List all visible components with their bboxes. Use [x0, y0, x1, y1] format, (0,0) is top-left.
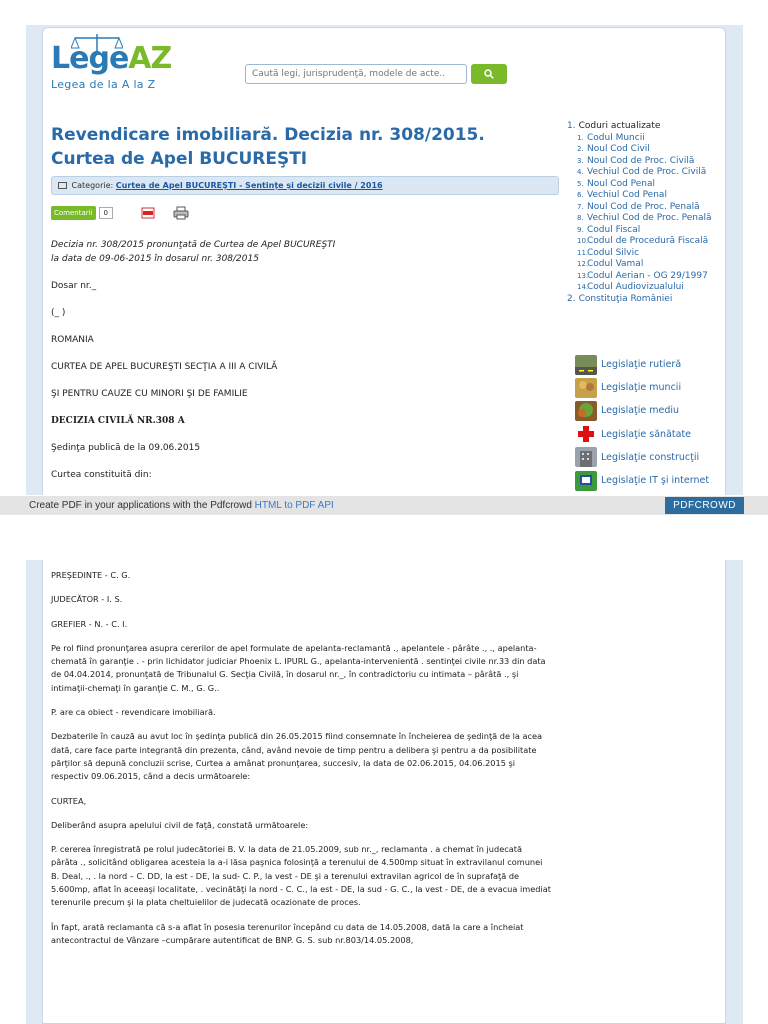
comments-count: 0 [99, 207, 113, 219]
sidebar-item[interactable]: 1. Codul Muncii [577, 132, 645, 143]
sidebar-code-list [577, 133, 737, 294]
court-subsection: ŞI PENTRU CAUZE CU MINORI ŞI DE FAMILIE [51, 389, 248, 399]
category-label: Categorie: [71, 181, 114, 190]
road-icon [575, 355, 597, 375]
session-date: Şedinţa publică de la 09.06.2015 [51, 443, 201, 453]
pdf-page-2 [26, 560, 743, 1024]
case-number: Dosar nr._ [51, 281, 97, 291]
search-input[interactable] [245, 64, 467, 84]
legislation-link[interactable]: Legislaţie construcţii [575, 446, 709, 469]
sidebar-item[interactable]: 14. Codul Audiovizualului [577, 282, 684, 292]
page-content [42, 27, 726, 495]
sidebar-item-constitutia[interactable]: 2. Constituţia României [567, 293, 673, 304]
sidebar-item[interactable]: 2. Noul Cod Civil [577, 144, 650, 154]
paragraph: În fapt, arată reclamanta că s-a aflat în posesia terenurilor începând cu data de 14.05.2008, dată la care a încheiat antecontractul de Vânzare –cumpărare autentificat de BNP. G. S. sub nr.803/14.05.2008, [51, 921, 524, 945]
legislation-link[interactable]: Legislaţie muncii [575, 376, 709, 399]
court-composition: Curtea constituită din: [51, 470, 152, 480]
site-logo[interactable] [51, 42, 171, 91]
page-content [42, 560, 726, 1024]
pdf-page-1 [26, 25, 743, 495]
document-body-continued [51, 569, 551, 958]
sidebar-item[interactable]: 4. Vechiul Cod de Proc. Civilă [577, 167, 707, 177]
president: PREŞEDINTE - C. G. [51, 570, 131, 580]
sidebar-heading: 1. Coduri actualizate [567, 121, 661, 131]
logo-az: AZ [128, 41, 172, 76]
search-button[interactable] [471, 64, 507, 84]
document-body [51, 238, 341, 495]
sidebar-codes [567, 121, 737, 305]
comments-button[interactable]: Comentarii [51, 206, 96, 220]
paragraph: Pe rol fiind pronunţarea asupra cererilor de apel formulate de apelanta-reclamantă ., apelantele - pârâte ., ., apelanta-chemată în garanţie . - prin lichidator judiciar Phoenix L. IPURL G., apelanta-intervenientă . sentinţei civile nr.33 din data de 04.04.2014, pronunţată de Tribunalul G. Secţia Civilă, în dosarul nr._, în contradictoriu cu intimata – pârâtă ., şi intimaţii-chemaţi în garanţie C. M., G. G.. [51, 642, 546, 693]
sidebar-item[interactable]: 13. Codul Aerian - OG 29/1997 [577, 270, 708, 281]
sidebar-item[interactable]: 11. Codul Silvic [577, 247, 640, 258]
paragraph: CURTEA, [51, 795, 87, 806]
category-bar [51, 176, 559, 195]
paragraph: P. cererea înregistrată pe rolul judecătoriei B. V. la data de 21.05.2009, sub nr._, reclamanta . a chemat în judecată pârâta ., solicitând obligarea acesteia la a-i lăsa paşnica folosinţă a terenului de 4.500mp situat în extravilanul comunei B. Deal, ., . la nord – C. DD, la est - DE, la sud- C. P., la vest - DE şi a terenului extravilan agricol de în suprafaţă de 5.600mp, aflat în aceeaşi localitate, . vecinătăţi la nord - C. C., la est - DE, la sud - G. C., la vest - DE, de a evacua imediat terenurile precum şi la plata cheltuielilor de judecată ocazionate de proces. [51, 844, 551, 908]
article-actions [51, 206, 189, 220]
paragraph: P. are ca obiect - revendicare imobiliară. [51, 707, 216, 718]
health-cross-icon [575, 424, 597, 444]
sidebar-item[interactable]: 5. Noul Cod Penal [577, 178, 656, 189]
sidebar-item[interactable]: 12. Codul Vamal [577, 259, 644, 269]
sidebar-item[interactable]: 3. Noul Cod de Proc. Civilă [577, 155, 695, 166]
pdf-footer-bar [0, 496, 768, 515]
scales-icon [71, 34, 123, 54]
pdfcrowd-brand[interactable]: PDFCROWD [665, 497, 744, 514]
legislation-link[interactable]: Legislaţie mediu [575, 399, 709, 422]
clerk: GREFIER - N. - C. I. [51, 618, 128, 629]
environment-icon [575, 401, 597, 421]
logo-lege: Lege [51, 41, 129, 76]
sidebar-item[interactable]: 9. Codul Fiscal [577, 224, 641, 235]
paragraph: Deliberând asupra apelului civil de faţă, constată următoarele: [51, 819, 309, 830]
category-link[interactable]: Curtea de Apel BUCUREŞTI - Sentinţe şi decizii civile / 2016 [115, 181, 383, 190]
it-internet-icon [575, 471, 597, 491]
logo-tagline: Legea de la A la Z [51, 78, 156, 91]
judge: JUDECĂTOR - I. S. [51, 594, 123, 605]
court-section: CURTEA DE APEL BUCUREŞTI SECŢIA A III A CIVILĂ [51, 362, 278, 372]
search-icon [484, 69, 494, 79]
pdf-icon[interactable] [141, 207, 155, 219]
paragraph: Dezbaterile în cauză au avut loc în şedinţa publică din 26.05.2015 fiind consemnate în încheierea de şedinţă de la acea dată, care face parte integrantă din prezenta, când, având nevoie de timp pentru a delibera şi pentru a da posibilitate părţilor să depună concluzii scrise, Curtea a amânat pronunţarea, succesiv, la data de 02.06.2015, 04.06.2015 şi respectiv 09.06.2015, când a decis următoarele: [51, 731, 543, 782]
decision-intro: Decizia nr. 308/2015 pronunţată de Curtea de Apel BUCUREŞTI la data de 09-06-2015 în dosarul nr. 308/2015 [51, 240, 336, 264]
case-number-paren: (_ ) [51, 308, 66, 318]
decision-heading: DECIZIA CIVILĂ NR.308 A [51, 416, 185, 426]
legislation-links [575, 353, 709, 492]
folder-icon [58, 182, 67, 189]
sidebar-item[interactable]: 8. Vechiul Cod de Proc. Penală [577, 213, 712, 223]
print-icon[interactable] [173, 206, 189, 220]
sidebar-item[interactable]: 7. Noul Cod de Proc. Penală [577, 201, 700, 212]
workers-icon [575, 378, 597, 398]
pdf-api-link[interactable]: HTML to PDF API [254, 500, 334, 511]
pdf-footer-text: Create PDF in your applications with the Pdfcrowd [29, 500, 252, 511]
sidebar-item[interactable]: 10. Codul de Procedură Fiscală [577, 236, 709, 246]
construction-icon [575, 447, 597, 467]
legislation-link[interactable]: Legislaţie IT şi internet [575, 469, 709, 492]
country: ROMANIA [51, 335, 94, 345]
page-title: Revendicare imobiliară. Decizia nr. 308/2015. Curtea de Apel BUCUREŞTI [51, 125, 485, 169]
legislation-link[interactable]: Legislaţie sănătate [575, 423, 709, 446]
sidebar-item[interactable]: 6. Vechiul Cod Penal [577, 190, 667, 200]
legislation-link[interactable]: Legislaţie rutieră [575, 353, 709, 376]
search-form [245, 64, 507, 84]
